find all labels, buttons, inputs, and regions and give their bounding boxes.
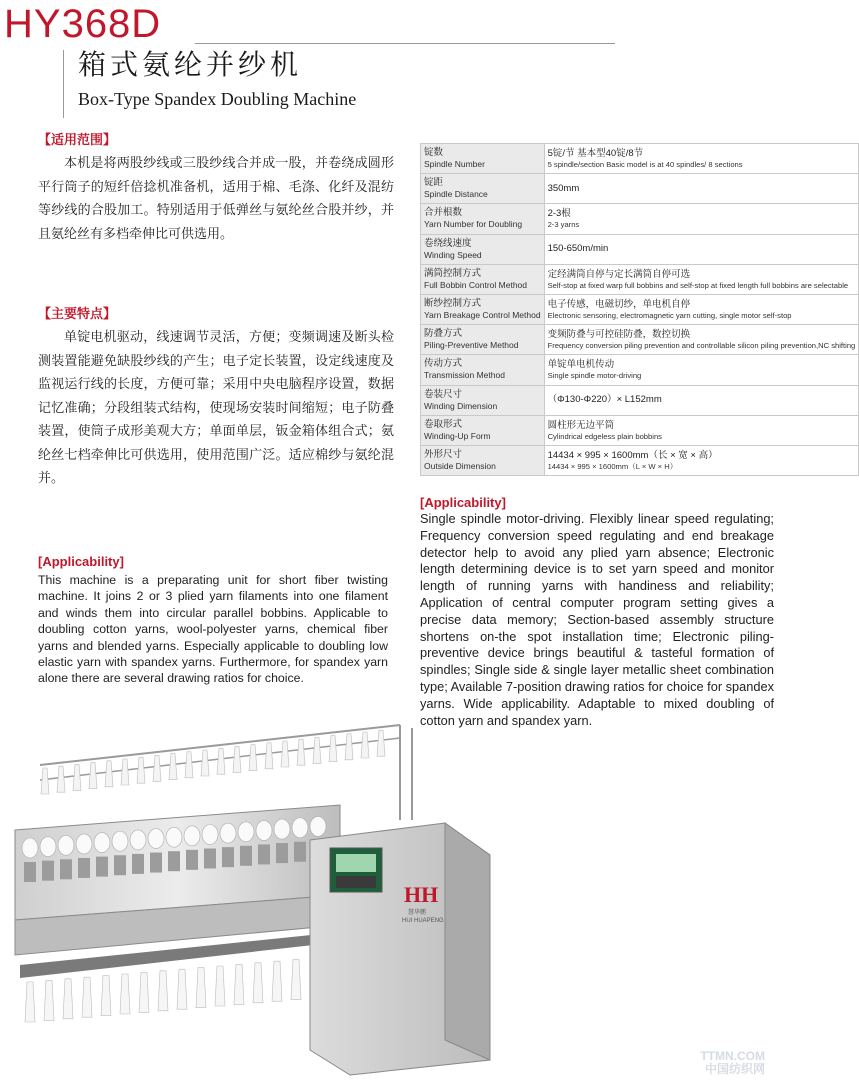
yarn-cone — [297, 739, 305, 765]
spindle-unit — [150, 853, 162, 873]
spec-value-en: Single spindle motor-driving — [547, 371, 642, 381]
spec-label-cn: 锭距 — [424, 177, 444, 189]
spec-value-en: 14434 × 995 × 1600mm（L × W × H） — [547, 461, 678, 471]
spec-value — [544, 415, 859, 445]
yarn-bobbin — [256, 820, 272, 840]
spec-label-en: Full Bobbin Control Method — [424, 279, 528, 290]
spec-label-en: Yarn Number for Doubling — [424, 219, 523, 230]
brand-logo — [402, 882, 444, 924]
machine-photo — [0, 720, 775, 1084]
applicability-heading-left: [Applicability] — [38, 554, 124, 569]
yarn-cone — [153, 755, 161, 781]
spec-label — [421, 204, 545, 234]
spec-value-main: 电子传感，电磁切纱，单电机自停 — [547, 299, 691, 311]
spec-value — [544, 174, 859, 204]
spec-value-en: Frequency conversion piling prevention and controllable silicon piling prevention,NC shifting — [547, 341, 856, 351]
spec-value-en: 5 spindle/section Basic model is at 40 spindles/ 8 sections — [547, 160, 743, 170]
spec-value-en: Electronic sensoring, electromagnetic yarn cutting, single motor self-stop — [547, 311, 792, 321]
spec-row — [421, 294, 859, 324]
applicability-paragraph-left: This machine is a preparating unit for short fiber twisting machine. It joins 2 or 3 plied yarn filaments into one filament and winds them into circular parallel bobbins. Applicable to doubling cotton yarns, wool-polyester yarns, chemical fiber yarns and blended yarns. Especially applicable to doubling low elastic yarn with spandex yarns. Furthermore, for spandex yarn alone there are several drawing ratios for choice. — [38, 573, 388, 686]
spec-value-main: 150-650m/min — [547, 243, 609, 255]
yarn-bobbin — [130, 830, 146, 850]
yarn-bobbin — [184, 826, 200, 846]
spindle-unit — [78, 858, 90, 878]
spec-row — [421, 204, 859, 234]
spec-label-en: Transmission Method — [424, 370, 505, 381]
yarn-cone — [137, 757, 145, 783]
yarn-bobbin — [292, 818, 308, 838]
yarn-cone — [291, 960, 301, 1000]
yarn-cone — [25, 982, 35, 1022]
spec-label-cn: 卷装尺寸 — [424, 388, 463, 400]
spec-value — [544, 325, 859, 355]
spec-label-en: Winding Dimension — [424, 400, 498, 411]
yarn-cone — [41, 768, 49, 794]
spec-label-cn: 锭数 — [424, 147, 444, 159]
yarn-bobbin — [166, 827, 182, 847]
spec-label — [421, 174, 545, 204]
spec-label — [421, 415, 545, 445]
yarn-cone — [215, 966, 225, 1006]
yarn-cone — [169, 754, 177, 780]
spec-value — [544, 385, 859, 415]
spec-label-cn: 断纱控制方式 — [424, 298, 482, 310]
spindle-unit — [60, 859, 72, 879]
spec-value-main: 定经满筒自停与定长满筒自停可选 — [547, 268, 691, 280]
spindle-unit — [42, 861, 54, 881]
svg-text:HUI HUAPENG: HUI HUAPENG — [402, 918, 444, 924]
yarn-bobbin — [40, 837, 56, 857]
spec-label-en: Spindle Distance — [424, 189, 488, 200]
yarn-bobbin — [112, 831, 128, 851]
yarn-cone — [361, 732, 369, 758]
yarn-cone — [217, 748, 225, 774]
yarn-cone — [272, 961, 282, 1001]
spindle-unit — [132, 854, 144, 874]
svg-text:慧华鹏: 慧华鹏 — [408, 910, 427, 916]
spec-value-main: 单锭单电机传动 — [547, 359, 615, 371]
spec-label — [421, 144, 545, 174]
spec-label — [421, 234, 545, 264]
yarn-cone — [377, 730, 385, 756]
yarn-bobbin — [310, 816, 326, 836]
yarn-bobbin — [202, 825, 218, 845]
spec-label-cn: 卷绕线速度 — [424, 237, 472, 249]
spindle-unit — [114, 855, 126, 875]
yarn-cone — [158, 971, 168, 1011]
yarn-cone — [329, 736, 337, 762]
spec-label — [421, 264, 545, 294]
spec-row — [421, 234, 859, 264]
yarn-cone — [101, 976, 111, 1016]
spec-label — [421, 294, 545, 324]
spec-value — [544, 204, 859, 234]
yarn-cone — [233, 746, 241, 772]
yarn-cone — [253, 963, 263, 1003]
yarn-bobbin — [220, 823, 236, 843]
spindle-unit — [294, 842, 306, 862]
header-rule — [195, 43, 615, 44]
yarn-cone — [89, 763, 97, 789]
spec-row — [421, 445, 859, 475]
title-divider — [63, 50, 64, 118]
spec-table — [420, 143, 859, 476]
spindle-unit — [186, 850, 198, 870]
yarn-cone — [345, 734, 353, 760]
spec-value-main: 2-3根 — [547, 208, 571, 220]
spec-value-main: 14434 × 995 × 1600mm（长 × 宽 × 高） — [547, 449, 718, 461]
applicability-heading-right: [Applicability] — [420, 495, 506, 510]
spec-label-cn: 外形尺寸 — [424, 448, 463, 460]
spec-label — [421, 325, 545, 355]
spec-value-main: 变频防叠与可控硅防叠，数控切换 — [547, 329, 691, 341]
spec-value-main: 圆柱形无边平筒 — [547, 419, 615, 431]
spec-value-main: 5锭/节 基本型40锭/8节 — [547, 148, 644, 160]
spec-row — [421, 415, 859, 445]
yarn-cone — [73, 764, 81, 790]
spec-label-en: Winding Speed — [424, 249, 482, 260]
yarn-cone — [44, 980, 54, 1020]
title-cn: 箱式氨纶并纱机 — [78, 48, 303, 81]
spindle-unit — [240, 846, 252, 866]
spec-value-main: （Φ130-Φ220）× L152mm — [547, 394, 662, 406]
yarn-cone — [63, 979, 73, 1019]
yarn-cone — [105, 761, 113, 787]
yarn-cone — [201, 750, 209, 776]
spindle-unit — [222, 847, 234, 867]
spec-label — [421, 445, 545, 475]
spindle-unit — [96, 857, 108, 877]
spec-value-main: 350mm — [547, 182, 580, 194]
yarn-bobbin — [58, 835, 74, 855]
title-en: Box-Type Spandex Doubling Machine — [78, 89, 357, 109]
model-number: HY368D — [4, 2, 162, 46]
yarn-cone — [281, 741, 289, 767]
yarn-cone — [120, 974, 130, 1014]
spec-value — [544, 264, 859, 294]
features-heading: 【主要特点】 — [38, 307, 117, 322]
yarn-cone — [313, 737, 321, 763]
spindle-unit — [258, 844, 270, 864]
spec-value-en: 2-3 yarns — [547, 220, 580, 230]
spec-label-en: Piling-Preventive Method — [424, 340, 519, 351]
yarn-cone — [177, 969, 187, 1009]
applicability-paragraph-right: Single spindle motor-driving. Flexibly linear speed regulating; Frequency conversion speed regulating and end breakage detector help to avoid any plied yarn absence; Electronic length determining device is to set yarn speed and monitor length of running yarns with handiness and reliability; Application of central computer program setting gives a precise data memory; Section-based assembly structure shortens on-the spot installation time; Electronic piling-preventive device brings beautiful & tasteful formation of spindles; Single side & single layer metallic sheet combination type; Available 7-position drawing ratios for choice for spandex yarns. Wide applicability. Adaptable to mixed doubling of cotton yarn and spandex yarn. — [420, 511, 775, 728]
spec-label-en: Outside Dimension — [424, 460, 496, 471]
spec-value-en: Cylindrical edgeless plain bobbins — [547, 431, 662, 441]
yarn-bobbin — [76, 834, 92, 854]
spec-label-cn: 防叠方式 — [424, 328, 463, 340]
svg-text:HH: HH — [404, 882, 439, 907]
features-paragraph: 单锭电机驱动，线速调节灵活，方便；变频调速及断头检测装置能避免缺股纱线的产生；电子定长装置，设定线速度及监视运行线的长度，方便可靠；采用中央电脑程序设置，数据记忆准确；分段组装式结构，使现场安装时间缩短；电子防叠装置，使筒子成形美观大方；单面单层，钣金箱体组合式；氨纶丝七档牵伸比可供选用，使用范围广泛。适应棉纱与氨纶混并。 — [38, 330, 394, 486]
spec-value — [544, 294, 859, 324]
yarn-cone — [196, 968, 206, 1008]
spec-label — [421, 385, 545, 415]
spec-row — [421, 144, 859, 174]
yarn-cone — [185, 752, 193, 778]
spec-row — [421, 264, 859, 294]
spec-label-cn: 传动方式 — [424, 358, 463, 370]
spec-row — [421, 355, 859, 385]
spindle-unit — [168, 851, 180, 871]
spec-row — [421, 325, 859, 355]
spec-value — [544, 144, 859, 174]
spec-label-cn: 满筒控制方式 — [424, 267, 482, 279]
spec-row — [421, 385, 859, 415]
yarn-bobbin — [148, 829, 164, 849]
scope-paragraph: 本机是将两股纱线或三股纱线合并成一股，并卷绕成圆形平行筒子的短纤倍捻机准备机，适用于棉、毛涤、化纤及混纺等纱线的合股加工。特别适用于低弹丝与氨纶丝合股并纱，并且氨纶丝有多档牵伸比可供选用。 — [38, 156, 394, 242]
spec-value — [544, 355, 859, 385]
spec-value — [544, 234, 859, 264]
yarn-cone — [82, 977, 92, 1017]
yarn-cone — [265, 743, 273, 769]
yarn-bobbin — [94, 833, 110, 853]
spec-value — [544, 445, 859, 475]
yarn-cone — [121, 759, 129, 785]
spindle-unit — [24, 862, 36, 882]
spec-label — [421, 355, 545, 385]
yarn-cone — [57, 766, 65, 792]
yarn-cone — [249, 745, 257, 771]
spindle-unit — [204, 849, 216, 869]
yarn-bobbin — [22, 838, 38, 858]
spec-row — [421, 174, 859, 204]
spec-label-cn: 合并根数 — [424, 207, 463, 219]
yarn-cone — [139, 972, 149, 1012]
spec-label-cn: 卷取形式 — [424, 418, 463, 430]
scope-heading: 【适用范围】 — [38, 133, 117, 148]
spindle-unit — [276, 843, 288, 863]
spec-value-en: Self-stop at fixed warp full bobbins and self-stop at fixed length full bobbins are selectable — [547, 280, 849, 290]
spec-label-en: Winding-Up Form — [424, 430, 491, 441]
yarn-cone — [234, 964, 244, 1004]
yarn-bobbin — [274, 819, 290, 839]
spec-label-en: Yarn Breakage Control Method — [424, 310, 541, 321]
watermark: TTMN.COM 中国纺织网 — [700, 1049, 765, 1076]
yarn-bobbin — [238, 822, 254, 842]
spec-label-en: Spindle Number — [424, 159, 485, 170]
